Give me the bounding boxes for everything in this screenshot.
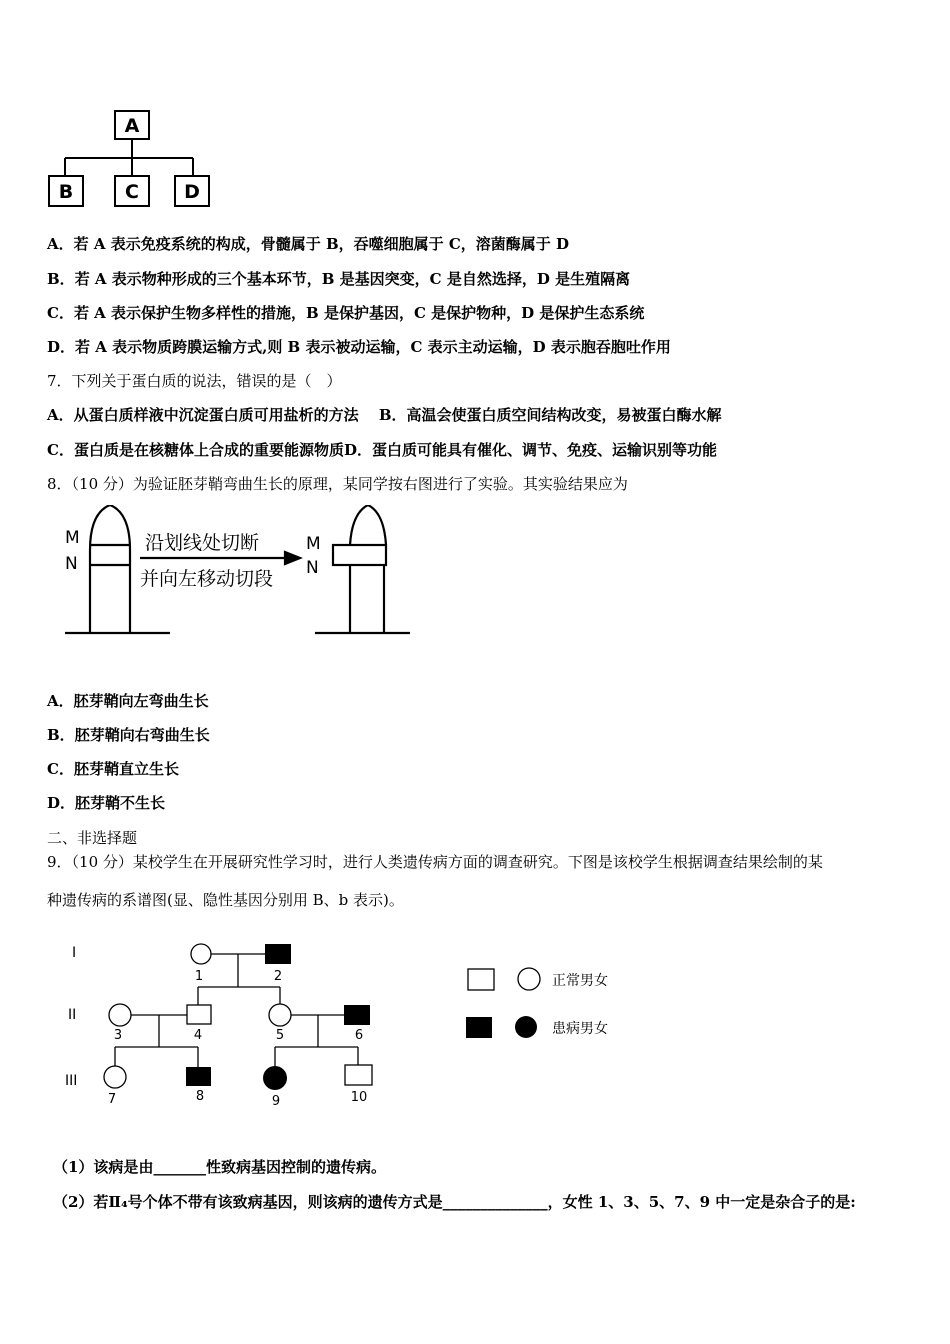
legend-normal-label: 正常男女 (552, 973, 608, 989)
q8-option-a: A．胚芽鞘向左弯曲生长 (47, 692, 209, 710)
q7-stem: 7．下列关于蛋白质的说法，错误的是（ ） (47, 372, 342, 390)
q6-option-c: C．若 A 表示保护生物多样性的措施，B 是保护基因，C 是保护物种，D 是保护生态系统 (47, 304, 645, 322)
q8-option-c: C．胚芽鞘直立生长 (47, 760, 179, 778)
q7-options-line2: C．蛋白质是在核糖体上合成的重要能源物质D．蛋白质可能具有催化、调节、免疫、运输识别等功能 (47, 441, 717, 459)
svg-text:2: 2 (273, 969, 283, 984)
generation-ii: II (68, 1007, 77, 1023)
q9-stem-line2: 种遗传病的系谱图(显、隐性基因分别用 B、b 表示)。 (47, 891, 404, 909)
box-a-label: A (124, 115, 140, 137)
box-c-label: C (125, 181, 139, 203)
tree-diagram (45, 108, 215, 213)
svg-text:10: 10 (350, 1090, 368, 1105)
legend-normal-female (518, 968, 540, 990)
label-m-right: M (306, 534, 321, 554)
pedigree-chart (60, 935, 640, 1115)
individual-9 (263, 1066, 287, 1090)
svg-text:9: 9 (271, 1094, 281, 1109)
svg-text:6: 6 (354, 1028, 364, 1043)
q9-sub1: （1）该病是由_______性致病基因控制的遗传病。 (53, 1158, 386, 1176)
legend-affected-label: 患病男女 (552, 1021, 608, 1037)
generation-iii: III (65, 1073, 78, 1089)
label-m-left: M (65, 528, 80, 548)
svg-text:8: 8 (195, 1089, 205, 1104)
q6-option-b: B．若 A 表示物种形成的三个基本环节，B 是基因突变，C 是自然选择，D 是生殖隔离 (47, 270, 631, 288)
svg-text:3: 3 (113, 1028, 123, 1043)
individual-4 (187, 1005, 211, 1024)
box-b-label: B (58, 181, 74, 203)
individual-2 (265, 944, 291, 964)
individual-8 (186, 1067, 211, 1086)
svg-text:4: 4 (193, 1028, 203, 1043)
individual-5 (269, 1004, 291, 1026)
legend-affected-male (466, 1017, 492, 1038)
individual-6 (344, 1005, 370, 1025)
box-d-label: D (184, 181, 200, 203)
individual-10 (345, 1065, 372, 1085)
q6-option-d: D．若 A 表示物质跨膜运输方式,则 B 表示被动运输，C 表示主动运输，D 表示胞吞胞吐作用 (47, 338, 671, 356)
q8-stem: 8．（10 分）为验证胚芽鞘弯曲生长的原理，某同学按右图进行了实验。其实验结果应为 (47, 475, 628, 493)
section-title: 二、非选择题 (47, 829, 138, 847)
label-n-right: N (306, 558, 319, 578)
arrow-label-bottom: 并向左移动切段 (140, 568, 274, 590)
individual-3 (109, 1004, 131, 1026)
svg-text:5: 5 (275, 1028, 285, 1043)
legend-normal-male (468, 969, 494, 990)
q6-option-a: A．若 A 表示免疫系统的构成，骨髓属于 B，吞噬细胞属于 C，溶菌酶属于 D (47, 235, 570, 253)
q8-option-d: D．胚芽鞘不生长 (47, 794, 166, 812)
individual-1 (191, 944, 211, 964)
arrow-label-top: 沿划线处切断 (145, 532, 260, 554)
q7-options-line1: A．从蛋白质样液中沉淀蛋白质可用盐析的方法 B．高温会使蛋白质空间结构改变，易被蛋白酶水解 (47, 406, 722, 424)
legend-affected-female (515, 1016, 537, 1038)
svg-text:7: 7 (107, 1092, 117, 1107)
label-n-left: N (65, 554, 78, 574)
individual-7 (104, 1066, 126, 1088)
q9-stem-line1: 9．（10 分）某校学生在开展研究性学习时，进行人类遗传病方面的调查研究。下图是该校学生根据调查结果绘制的某 (47, 853, 823, 871)
q9-sub2: （2）若Ⅱ₄号个体不带有该致病基因，则该病的遗传方式是______________，女性 1、3、5、7、9 中一定是杂合子的是: (53, 1193, 856, 1211)
generation-i: I (72, 945, 77, 961)
svg-text:1: 1 (194, 969, 204, 984)
q8-option-b: B．胚芽鞘向右弯曲生长 (47, 726, 210, 744)
coleoptile-figure (60, 505, 420, 645)
